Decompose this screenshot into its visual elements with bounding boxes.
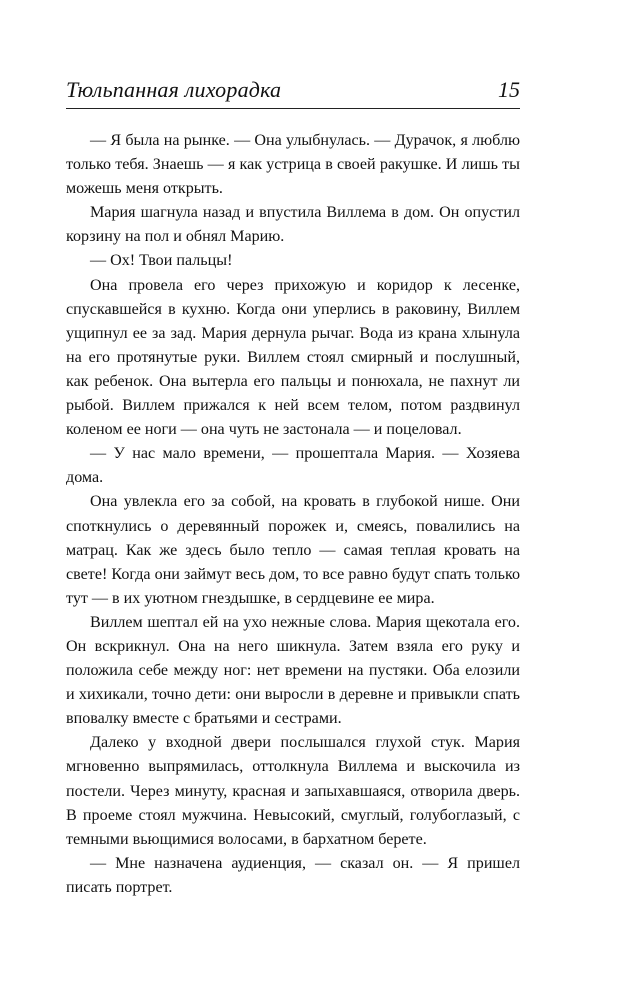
- paragraph-5: — У нас мало времени, — прошептала Мария. — Хозяева дома.: [66, 445, 520, 487]
- page-number: 15: [498, 77, 520, 102]
- paragraph-4: Она провела его через прихожую и коридор к лесенке, спускавшейся в кухню. Когда они уперлись в раковину, Виллем ущипнул ее за зад. Мария дернула рычаг. Вода из крана хлынула на его протянутые руки. Виллем стоял смирный и послушный, как ребенок. Она вытерла его пальцы и понюхала, не пахнут ли рыбой. Виллем прижался к ней всем телом, потом раздвинул коленом ее ноги — она чуть не застонала — и поцеловал.: [66, 276, 520, 439]
- paragraph-3: — Ох! Твои пальцы!: [90, 252, 233, 270]
- paragraph-7: Виллем шептал ей на ухо нежные слова. Мария щекотала его. Он вскрикнул. Она на него шикнула. Затем взяла его руку и положила себе между ног: нет времени на пустяки. Оба елозили и хихикали, точно дети: они выросли в деревне и привыкли спать вповалку вместе с братьями и сестрами.: [66, 613, 520, 728]
- paragraph-1: — Я была на рынке. — Она улыбнулась. — Дурачок, я люблю только тебя. Знаешь — я как устрица в своей ракушке. И лишь ты можешь меня открыть.: [66, 132, 520, 198]
- paragraph-2: Мария шагнула назад и впустила Виллема в дом. Он опустил корзину на пол и обнял Марию.: [66, 204, 520, 246]
- running-header: [66, 76, 520, 109]
- paragraph-9: — Мне назначена аудиенция, — сказал он. — Я пришел писать портрет.: [66, 854, 520, 896]
- text-body: [66, 129, 520, 900]
- paragraph-8: Далеко у входной двери послышался глухой стук. Мария мгновенно выпрямилась, оттолкнула Виллема и выскочила из постели. Через минуту, красная и запыхавшаяся, отворила дверь. В проеме стоял мужчина. Невысокий, смуглый, голубоглазый, с темными вьющимися волосами, в бархатном берете.: [66, 734, 520, 848]
- running-title: Тюльпанная лихорадка: [66, 77, 282, 102]
- paragraph-6: Она увлекла его за собой, на кровать в глубокой нише. Они споткнулись о деревянный порожек и, смеясь, повалились на матрац. Как же здесь было тепло — самая теплая кровать на свете! Когда они займут весь дом, то все равно будут спать только тут — в их уютном гнездышке, в сердцевине ее мира.: [66, 493, 520, 607]
